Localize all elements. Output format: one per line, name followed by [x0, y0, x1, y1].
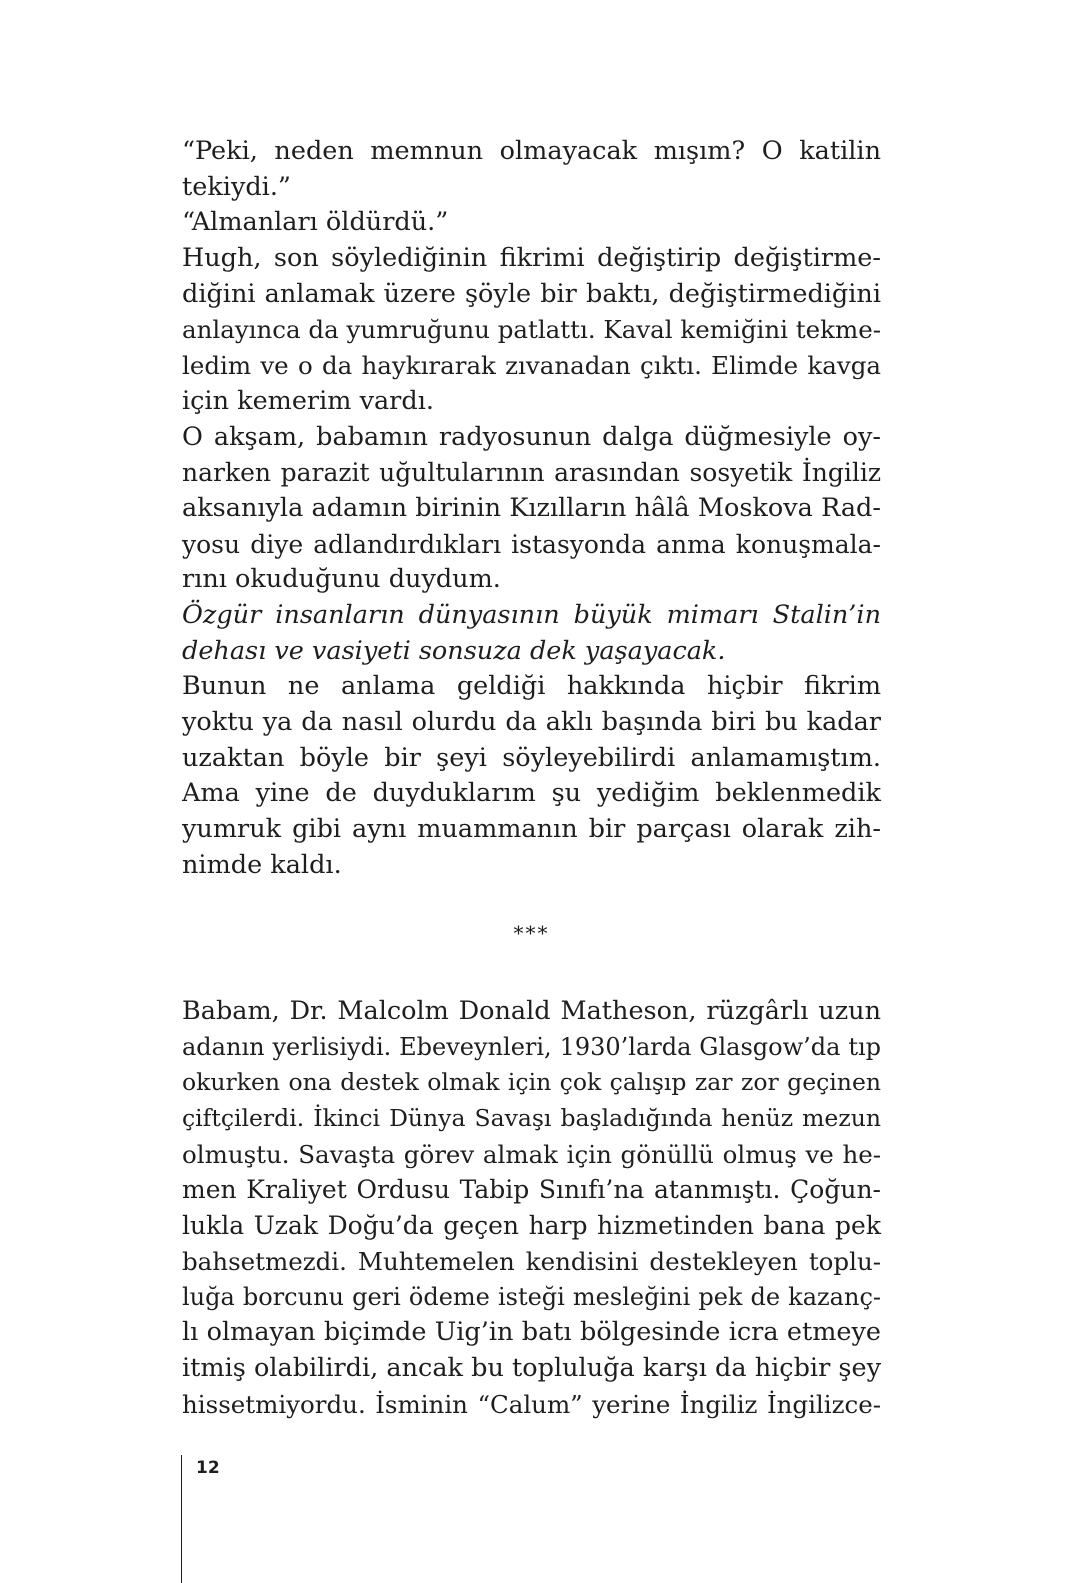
text-line: nimde kaldı.	[182, 849, 342, 880]
text-line: anlayınca da yumruğunu patlattı. Kaval kemiğini tekme-	[182, 315, 881, 345]
text-block-top	[182, 134, 881, 883]
text-line: adanın yerlisiydi. Ebeveynleri, 1930’larda Glasgow’da tıp	[182, 1032, 881, 1061]
text-line: Ama yine de duyduklarım şu yediğim beklenmedik	[182, 778, 881, 809]
text-line: tekiydi.”	[182, 171, 291, 202]
text-line: “Almanları öldürdü.”	[182, 207, 449, 238]
text-line: yumruk gibi aynı muammanın bir parçası olarak zih-	[182, 814, 881, 845]
text-line: yosu diye adlandırdıkları istasyonda anma konuşmala-	[182, 529, 881, 559]
section-separator: ***	[513, 921, 550, 945]
text-line: olmuştu. Savaşta görev almak için gönüllü olmuş ve he-	[182, 1139, 881, 1169]
text-line: lı olmayan biçimde Uig’in batı bölgesinde icra etmeye	[182, 1317, 881, 1348]
text-line: Babam, Dr. Malcolm Donald Matheson, rüzgârlı uzun	[182, 996, 881, 1026]
text-line: için kemerim vardı.	[182, 385, 434, 416]
text-line: bahsetmezdi. Muhtemelen kendisini destekleyen toplu-	[182, 1246, 881, 1276]
text-line: men Kraliyet Ordusu Tabip Sınıfı’na atanmıştı. Çoğun-	[182, 1175, 881, 1205]
text-line: itmiş olabilirdi, ancak bu topluluğa karşı da hiçbir şey	[182, 1352, 881, 1383]
text-line: “Peki, neden memnun olmayacak mışım? O katilin	[182, 136, 881, 166]
text-line: ledim ve o da haykırarak zıvanadan çıktı. Elimde kavga	[182, 351, 881, 381]
text-line: Özgür insanların dünyasının büyük mimarı Stalin’in	[182, 599, 881, 630]
text-line: O akşam, babamın radyosunun dalga düğmesiyle oy-	[182, 421, 881, 452]
text-line: rını okuduğunu duydum.	[182, 564, 501, 595]
text-line: Hugh, son söylediğinin fikrimi değiştirip değiştirme-	[182, 243, 881, 274]
text-line: yoktu ya da nasıl olurdu da aklı başında biri bu kadar	[182, 707, 881, 737]
text-block-bottom	[182, 994, 881, 1422]
page-number: 12	[196, 1458, 220, 1478]
text-line: çiftçilerdi. İkinci Dünya Savaşı başladığında henüz mezun	[182, 1104, 881, 1133]
page-number-rule	[181, 1455, 182, 1583]
text-line: Bunun ne anlama geldiği hakkında hiçbir fikrim	[182, 671, 881, 702]
text-line: okurken ona destek olmak için çok çalışıp zar zor geçinen	[182, 1068, 881, 1097]
text-line: aksanıyla adamın birinin Kızılların hâlâ Moskova Rad-	[182, 492, 881, 523]
text-line: hissetmiyordu. İsminin “Calum” yerine İngiliz İngilizce-	[182, 1389, 881, 1419]
text-line: lukla Uzak Doğu’da geçen harp hizmetinden bana pek	[182, 1211, 881, 1241]
text-line: dehası ve vasiyeti sonsuza dek yaşayacak.	[182, 635, 726, 666]
text-line: narken parazit uğultularının arasından sosyetik İngiliz	[182, 458, 881, 488]
text-line: uzaktan böyle bir şeyi söyleyebilirdi anlamamıştım.	[182, 742, 881, 773]
text-line: luğa borcunu geri ödeme isteği mesleğini pek de kazanç-	[182, 1282, 881, 1311]
text-line: diğini anlamak üzere şöyle bir baktı, değiştirmediğini	[182, 278, 881, 309]
